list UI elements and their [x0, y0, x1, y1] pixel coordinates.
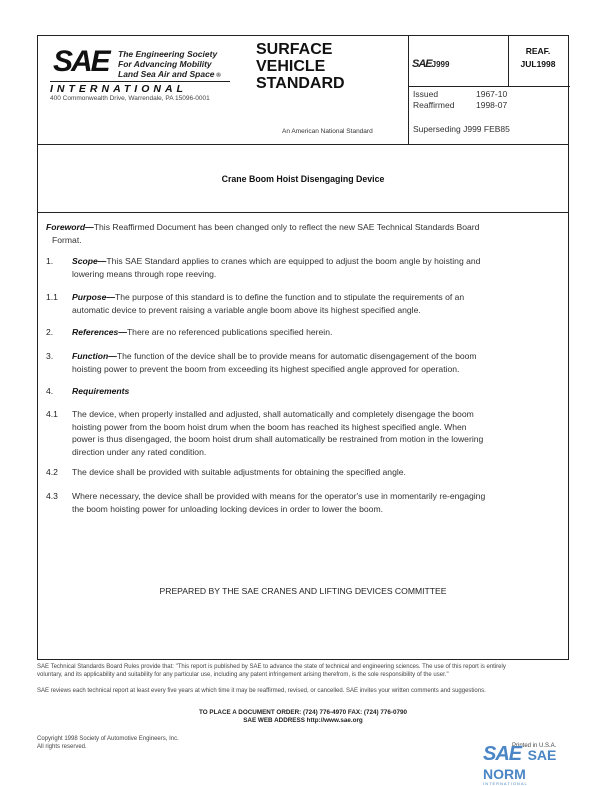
- reaffirmed-label: Reaffirmed: [413, 100, 455, 110]
- ansi-note: An American National Standard: [282, 128, 373, 135]
- section-line: hoisting power from the boom hoist drum when the boom has reached its highest specified angle. When: [72, 421, 467, 432]
- section-line: The device, when properly installed and adjusted, shall automatically and completely disengage the boom: [72, 409, 474, 419]
- foreword-text-line-1: This Reaffirmed Document has been changed only to reflect the new SAE Technical Standards Board: [93, 222, 480, 232]
- section-line: There are no referenced publications specified herein.: [126, 327, 333, 337]
- section-line: The function of the device shall be to provide means for automatic disengagement of the boom: [116, 351, 477, 361]
- section-number: 3.: [46, 351, 54, 361]
- section-line: hoisting power to prevent the boom from exceeding its highest specified angle approved for operation.: [72, 363, 460, 374]
- doc-type-line-1: SURFACE: [256, 41, 333, 58]
- section-references: [72, 326, 546, 339]
- status-line-2: JUL1998: [520, 59, 556, 69]
- section-line: This SAE Standard applies to cranes which are equipped to adjust the boom angle by hoisting and: [106, 256, 481, 266]
- doc-type-line-3: STANDARD: [256, 75, 345, 92]
- web-line: SAE WEB ADDRESS http://www.sae.org: [243, 717, 363, 724]
- logo-tagline: The Engineering Society For Advancing Mobility Land Sea Air and Space ®: [118, 49, 221, 79]
- section-label: Requirements: [72, 386, 130, 396]
- reaffirmed-value: 1998-07: [476, 100, 508, 110]
- issued-label: Issued: [413, 89, 439, 99]
- watermark-sub: INTERNATIONAL: [483, 781, 528, 786]
- section-number: 4.1: [46, 409, 58, 419]
- section-requirements: [72, 385, 546, 398]
- section-number: 4.3: [46, 491, 58, 501]
- address: 400 Commonwealth Drive, Warrendale, PA 15096-0001: [50, 95, 210, 102]
- section-function: [72, 350, 546, 375]
- doc-type-line-2: VEHICLE: [256, 58, 326, 75]
- section-label: Scope—: [72, 256, 107, 266]
- copyright-line-1: Copyright 1998 Society of Automotive Engineers, Inc.: [37, 736, 179, 742]
- section-purpose: [72, 291, 546, 316]
- order-line: TO PLACE A DOCUMENT ORDER: (724) 776-4970 FAX: (724) 776-0790: [199, 709, 407, 716]
- tagline-line-3: Land Sea Air and Space: [118, 69, 215, 79]
- policy-line-2: voluntary, and its applicability and suitability for any particular use, including any patent infringement arising therefrom, is the sole responsibility of the user.": [37, 672, 449, 678]
- section-4-1: [72, 408, 546, 458]
- international-label: INTERNATIONAL: [50, 83, 187, 95]
- superseding: Superseding J999 FEB85: [413, 124, 510, 134]
- watermark-text: SAE NORM: [483, 747, 557, 782]
- printed-note: Printed in U.S.A.: [512, 743, 557, 749]
- section-number: 1.1: [46, 292, 58, 302]
- section-line: Where necessary, the device shall be provided with means for the operator's use in momentarily re-engaging: [72, 491, 486, 501]
- section-line: lowering means through rope reeving.: [72, 268, 217, 279]
- foreword-label: Foreword—: [46, 222, 94, 232]
- tagline-line-2: For Advancing Mobility: [118, 59, 212, 69]
- section-line: power is thus disengaged, the boom hoist drum shall automatically be restrained from motion in the lowering: [72, 434, 484, 444]
- section-4-3: [72, 490, 546, 515]
- section-line: direction under any rated condition.: [72, 446, 207, 457]
- section-line: The purpose of this standard is to define the function and to stipulate the requirements of an: [114, 292, 465, 302]
- section-label: References—: [72, 327, 127, 337]
- copyright-line-2: All rights reserved.: [37, 744, 87, 750]
- section-number: 4.: [46, 386, 54, 396]
- section-label: Purpose—: [72, 292, 115, 302]
- foreword-text-line-2: Format.: [52, 234, 82, 245]
- footer-policy: [37, 663, 582, 679]
- sae-logo: SAE: [53, 45, 109, 78]
- section-4-2: [72, 466, 546, 479]
- document-title: Crane Boom Hoist Disengaging Device: [221, 174, 385, 184]
- footer-order: [37, 709, 569, 725]
- section-number: 1.: [46, 256, 54, 266]
- section-number: 4.2: [46, 467, 58, 477]
- issued-value: 1967-10: [476, 89, 508, 99]
- section-label: Function—: [72, 351, 117, 361]
- doc-number-value: J999: [431, 60, 450, 69]
- policy-line-1: SAE Technical Standards Board Rules provide that: "This report is published by SAE to advance the state of technical and engineering sciences. The use of this report is entirely: [37, 664, 506, 670]
- sae-norm-watermark: [483, 743, 600, 786]
- section-number: 2.: [46, 327, 54, 337]
- prepared-by: PREPARED BY THE SAE CRANES AND LIFTING DEVICES COMMITTEE: [159, 586, 447, 596]
- tagline-line-1: The Engineering Society: [118, 49, 218, 59]
- footer-review: SAE reviews each technical report at least every five years at which time it may be reaffirmed, revised, or cancelled. SAE invites your written comments and suggestions.: [37, 688, 486, 694]
- watermark-logo: SAE: [483, 743, 522, 765]
- status-line-1: REAF.: [525, 46, 551, 56]
- doc-prefix-logo: SAE: [412, 58, 432, 70]
- footer-copyright: [37, 735, 179, 751]
- section-line: the boom hoisting power for unloading locking devices in order to lower the boom.: [72, 503, 383, 514]
- section-line: automatic device to prevent raising a variable angle boom above its highest specified angle.: [72, 304, 421, 315]
- section-scope: [72, 255, 546, 280]
- section-line: The device shall be provided with suitable adjustments for obtaining the specified angle.: [72, 467, 406, 477]
